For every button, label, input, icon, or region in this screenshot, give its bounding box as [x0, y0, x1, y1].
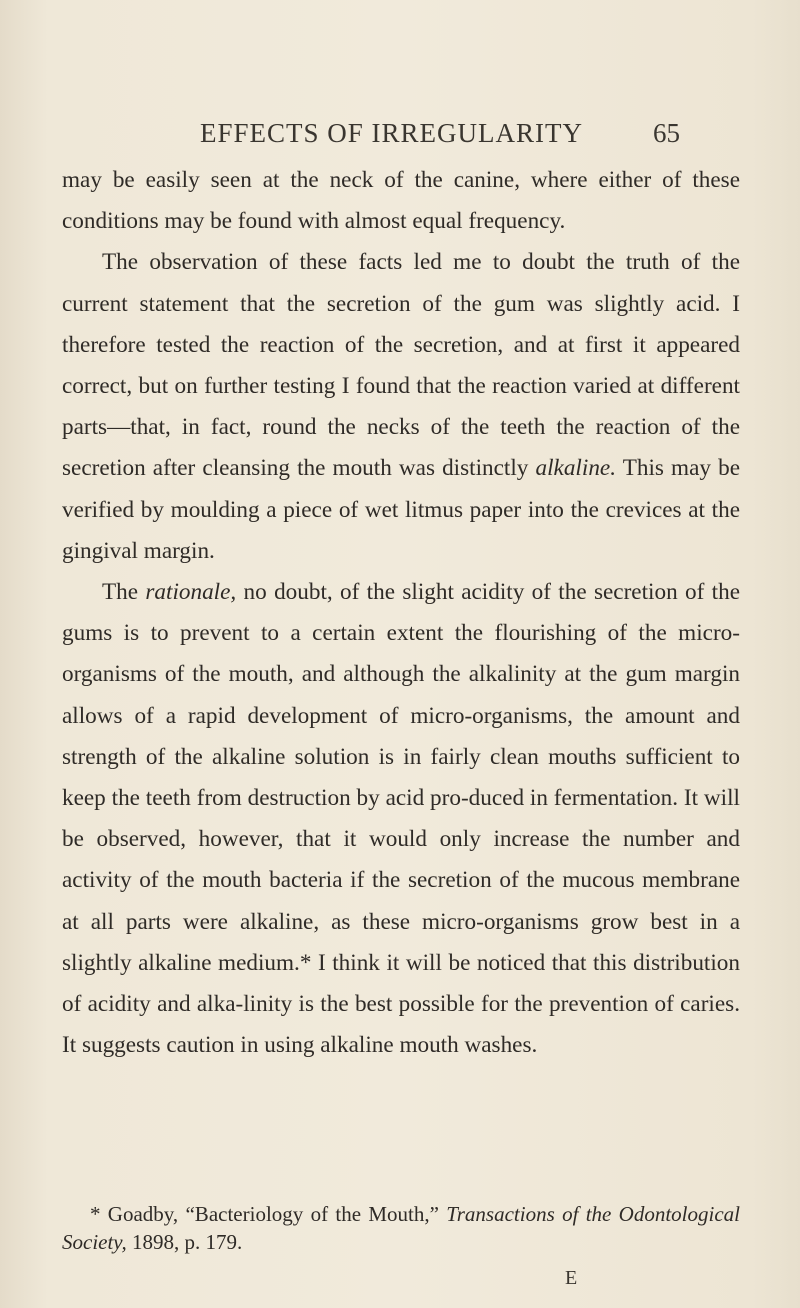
page-header: [200, 118, 680, 152]
text-run: 1898, p. 179.: [126, 1230, 243, 1254]
paragraph: [62, 572, 740, 1066]
running-head: EFFECTS OF IRREGULARITY: [200, 118, 584, 148]
body-text: [62, 160, 740, 1066]
text-run: may be easily seen at the neck of the canine, where either of these conditions may be found with almost equal frequency.: [62, 167, 740, 235]
italic-text: rationale,: [145, 579, 237, 606]
paragraph: [62, 242, 740, 572]
text-run: * Goadby, “Bacteriology of the Mouth,”: [90, 1202, 447, 1226]
page-number: 65: [653, 118, 680, 148]
italic-text: alkaline.: [535, 455, 617, 482]
text-run: This may be verified by moulding a piece of wet litmus paper into the crevices at the gingival margin.: [62, 455, 740, 564]
paragraph: [62, 160, 740, 242]
text-run: The: [102, 579, 146, 606]
italic-text: Transactions of the Odontological Society,: [62, 1202, 740, 1254]
text-run: The observation of these facts led me to doubt the truth of the current statement that the secretion of the gum was slightly acid. I therefore tested the reaction of the secretion, and at first it appeared correct, but on further testing I found that the reaction varied at different parts—that, in fact, round the necks of the teeth the reaction of the secretion after cleansing the mouth was distinctly: [62, 249, 740, 482]
text-run: no doubt, of the slight acidity of the secretion of the gums is to prevent to a certain extent the flourishing of the micro-organisms of the mouth, and although the alkalinity at the gum margin allows of a rapid development of micro-organisms, the amount and strength of the alkaline solution is in fairly clean mouths sufficient to keep the teeth from destruction by acid pro-duced in fermentation. It will be observed, however, that it would only increase the number and activity of the mouth bacteria if the secretion of the mucous membrane at all parts were alkaline, as these micro-organisms grow best in a slightly alkaline medium.* I think it will be noticed that this distribution of acidity and alka-linity is the best possible for the prevention of caries. It suggests caution in using alkaline mouth washes.: [62, 579, 740, 1059]
footnote: [62, 1200, 740, 1256]
signature-mark: E: [565, 1267, 578, 1289]
